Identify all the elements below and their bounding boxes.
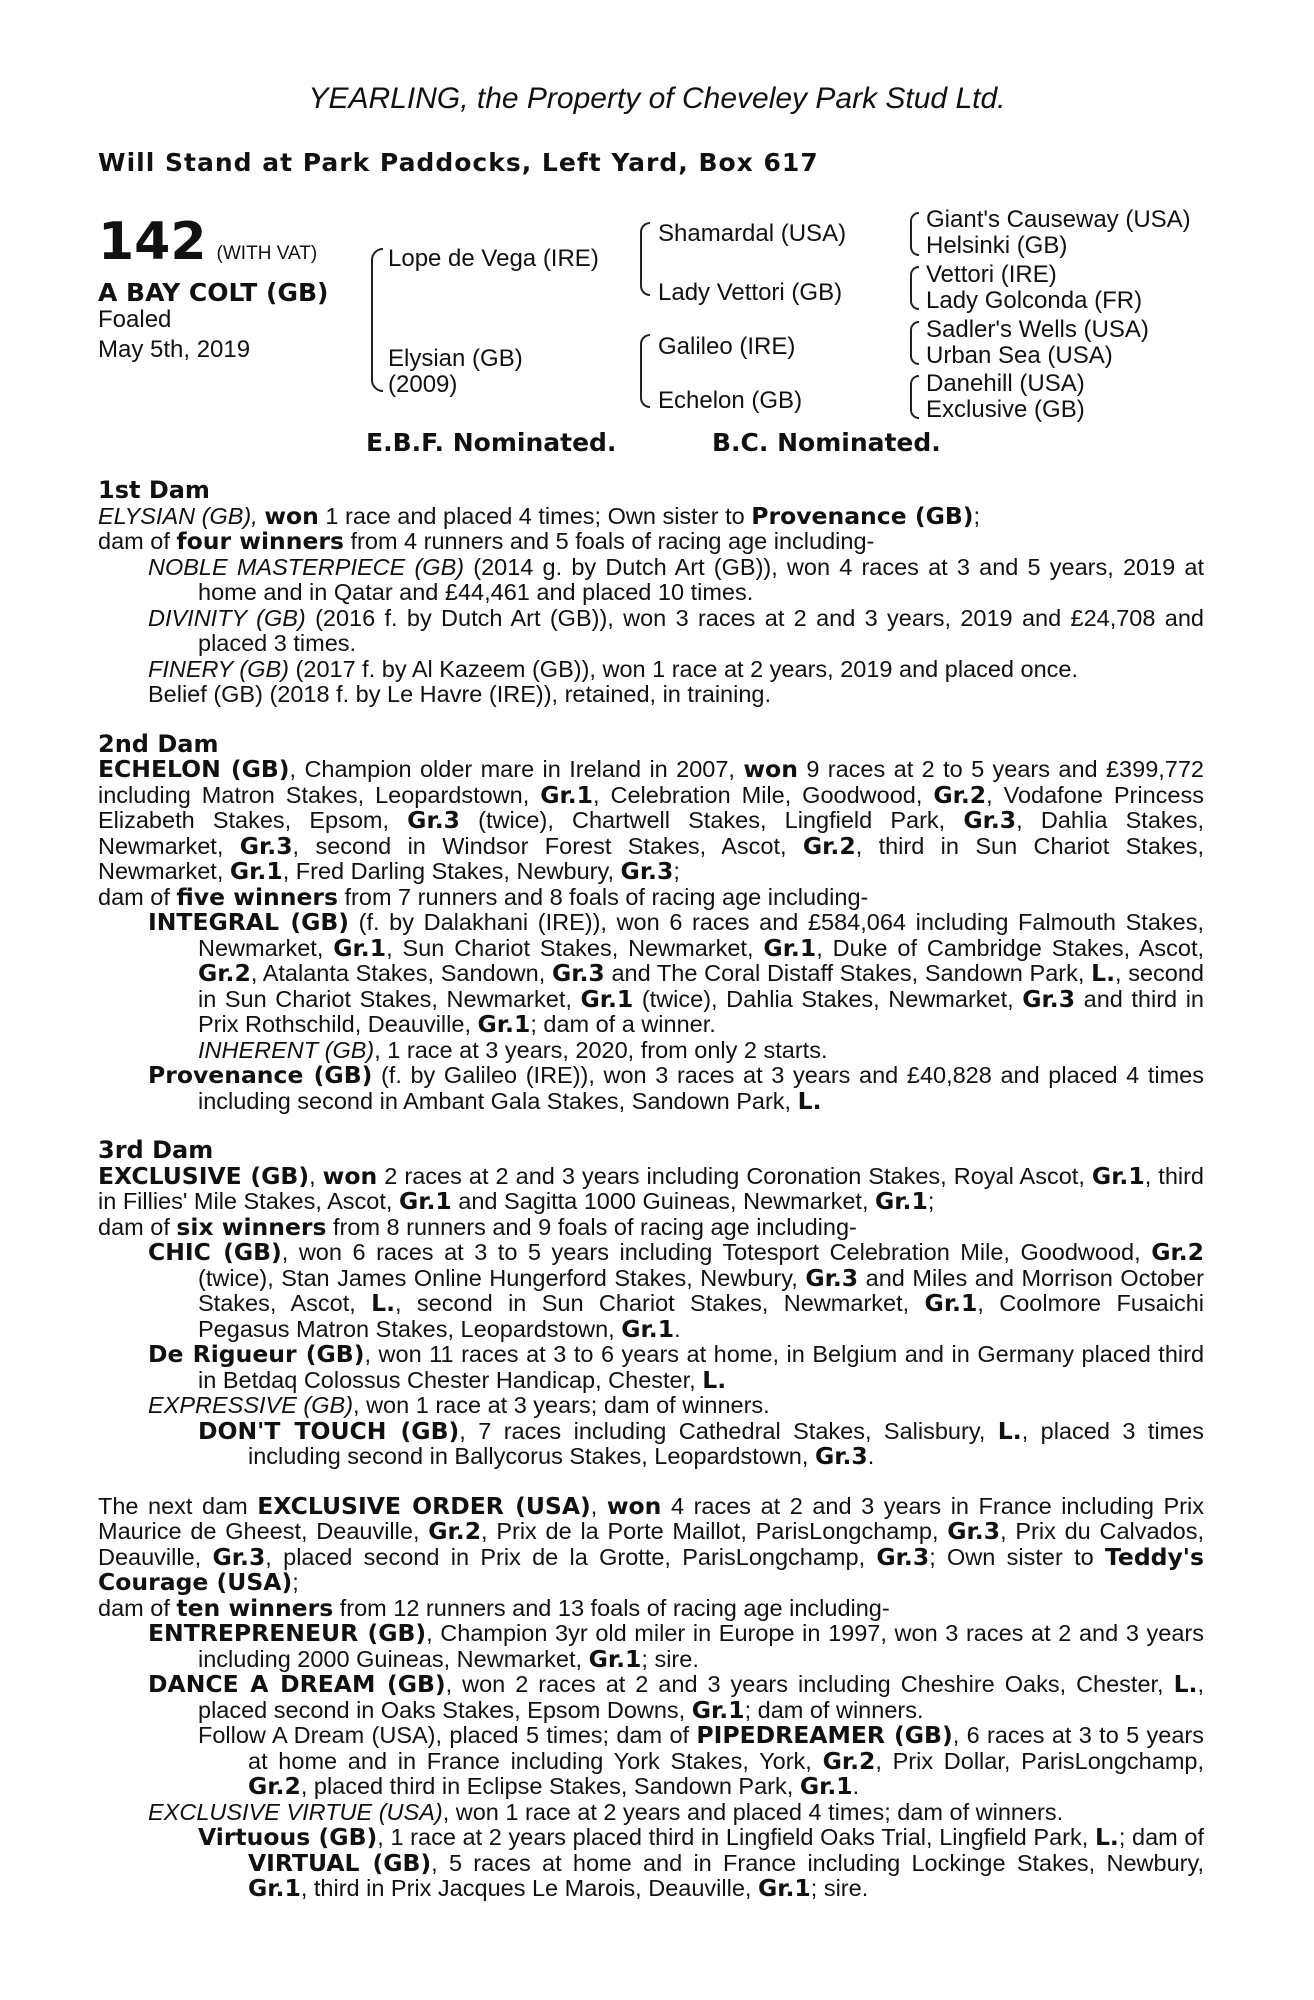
offspring-entry: Follow A Dream (USA), placed 5 times; dam of PIPEDREAMER (GB), 6 races at 3 to 5 years at home and in France including York Stakes, York, Gr.2, Prix Dollar, ParisLongchamp, Gr.2, placed third in Eclipse Stakes, Sandown Park, Gr.1. <box>198 1721 1204 1800</box>
ggp-2: Helsinki (GB) <box>926 232 1068 259</box>
pedigree-brace <box>910 321 919 365</box>
ggp-7: Danehill (USA) <box>926 370 1085 397</box>
first-dam-section <box>98 478 1204 708</box>
foaled-label: Foaled <box>98 306 172 333</box>
pedigree-brace <box>371 248 383 392</box>
ggp-6: Urban Sea (USA) <box>926 342 1113 369</box>
offspring-entry: Provenance (GB) (f. by Galileo (IRE)), won 3 races at 3 years and £40,828 and placed 4 times including second in Ambant Gala Stakes, Sandown Park, L. <box>148 1061 1204 1115</box>
offspring-entry: Belief (GB) (2018 f. by Le Havre (IRE)), retained, in training. <box>148 681 772 707</box>
produce-summary: dam of four winners from 4 runners and 5 foals of racing age including- <box>98 527 875 555</box>
ggp-3: Vettori (IRE) <box>926 261 1057 288</box>
ggp-1: Giant's Causeway (USA) <box>926 206 1191 233</box>
pedigree-brace <box>640 222 650 296</box>
offspring-entry: INHERENT (GB), 1 race at 3 years, 2020, from only 2 starts. <box>198 1036 828 1063</box>
offspring-entry: DANCE A DREAM (GB), won 2 races at 2 and 3 years including Cheshire Oaks, Chester, L., placed second in Oaks Stakes, Epsom Downs, Gr.1; dam of winners. <box>148 1670 1204 1724</box>
dam-summary: The next dam EXCLUSIVE ORDER (USA), won 4 races at 2 and 3 years in France including Prix Maurice de Gheest, Deauville, Gr.2, Prix de la Porte Maillot, ParisLongchamp, Gr.3, Prix du Calvados, Deauville, Gr.3, placed second in Prix de la Grotte, ParisLongchamp, Gr.3; Own sister to Teddy's Courage (USA); <box>98 1491 1204 1596</box>
produce-summary: dam of six winners from 8 runners and 9 foals of racing age including- <box>98 1212 857 1241</box>
offspring-entry: INTEGRAL (GB) (f. by Dalakhani (IRE)), won 6 races and £584,064 including Falmouth Stakes, Newmarket, Gr.1, Sun Chariot Stakes, Newmarket, Gr.1, Duke of Cambridge Stakes, Ascot, Gr.2, Atalanta Stakes, Sandown, Gr.3 and The Coral Distaff Stakes, Sandown Park, L., second in Sun Chariot Stakes, Newmarket, Gr.1 (twice), Dahlia Stakes, Newmarket, Gr.3 and third in Prix Rothschild, Deauville, Gr.1; dam of a winner. <box>148 908 1205 1038</box>
offspring-entry: CHIC (GB), won 6 races at 3 to 5 years including Totesport Celebration Mile, Goodwood, Gr.2 (twice), Stan James Online Hungerford Stakes, Newbury, Gr.3 and Miles and Morrison October Stakes, Ascot, L., second in Sun Chariot Stakes, Newmarket, Gr.1, Coolmore Fusaichi Pegasus Matron Stakes, Leopardstown, Gr.1. <box>148 1238 1204 1343</box>
lot-number: 142 <box>98 212 207 272</box>
offspring-entry: NOBLE MASTERPIECE (GB) (2014 g. by Dutch Art (GB)), won 4 races at 3 and 5 years, 2019 at home and in Qatar and £44,461 and placed 10 times. <box>148 553 1204 605</box>
offspring-entry: ENTREPRENEUR (GB), Champion 3yr old miler in Europe in 1997, won 3 races at 2 and 3 years including 2000 Guineas, Newmarket, Gr.1; sire. <box>148 1619 1204 1673</box>
pedigree-brace <box>910 212 919 256</box>
section-title: 3rd Dam <box>98 1136 214 1164</box>
dam-sire: Galileo (IRE) <box>658 333 796 360</box>
dam-summary: ECHELON (GB), Champion older mare in Ireland in 2007, won 9 races at 2 to 5 years and £399,772 including Matron Stakes, Leopardstown, Gr.1, Celebration Mile, Goodwood, Gr.2, Vodafone Princess Elizabeth Stakes, Epsom, Gr.3 (twice), Chartwell Stakes, Lingfield Park, Gr.3, Dahlia Stakes, Newmarket, Gr.3, second in Windsor Forest Stakes, Ascot, Gr.2, third in Sun Chariot Stakes, Newmarket, Gr.1, Fred Darling Stakes, Newbury, Gr.3; <box>98 755 1205 885</box>
dam-year: (2009) <box>388 371 458 398</box>
bc-nominated: B.C. Nominated. <box>712 428 941 457</box>
offspring-entry: DIVINITY (GB) (2016 f. by Dutch Art (GB)), won 3 races at 2 and 3 years, 2019 and £24,708 and placed 3 times. <box>148 604 1204 656</box>
ggp-4: Lady Golconda (FR) <box>926 287 1143 314</box>
ebf-nominated: E.B.F. Nominated. <box>366 428 617 457</box>
produce-summary: dam of five winners from 7 runners and 8 foals of racing age including- <box>98 882 869 911</box>
stand-location: Will Stand at Park Paddocks, Left Yard, Box 617 <box>98 148 819 177</box>
sire-sire: Shamardal (USA) <box>658 220 847 247</box>
section-title: 2nd Dam <box>98 729 219 758</box>
offspring-entry: Virtuous (GB), 1 race at 2 years placed third in Lingfield Oaks Trial, Lingfield Park, L.; dam of VIRTUAL (GB), 5 races at home and in France including Lockinge Stakes, Newbury, Gr.1, third in Prix Jacques Le Marois, Deauville, Gr.1; sire. <box>198 1823 1205 1902</box>
sire-dam: Lady Vettori (GB) <box>658 279 843 306</box>
dam-name: Elysian (GB) <box>388 345 523 372</box>
offspring-entry: DON'T TOUCH (GB), 7 races including Cathedral Stakes, Salisbury, L., placed 3 times including second in Ballycorus Stakes, Leopardstown, Gr.3. <box>198 1416 1204 1470</box>
section-title: 1st Dam <box>98 476 210 504</box>
foaled-date: May 5th, 2019 <box>98 336 251 363</box>
fourth-dam-section <box>98 1491 1205 1902</box>
offspring-entry: FINERY (GB) (2017 f. by Al Kazeem (GB)), won 1 race at 2 years, 2019 and placed once. <box>148 655 1079 682</box>
lot-description: A BAY COLT (GB) <box>98 278 329 307</box>
offspring-entry: EXPRESSIVE (GB), won 1 race at 3 years; dam of winners. <box>148 1392 770 1418</box>
ggp-5: Sadler's Wells (USA) <box>926 316 1149 343</box>
dam-summary: EXCLUSIVE (GB), won 2 races at 2 and 3 years including Coronation Stakes, Royal Ascot, Gr.1, third in Fillies' Mile Stakes, Ascot, Gr.1 and Sagitta 1000 Guineas, Newmarket, Gr.1; <box>98 1161 1205 1215</box>
dam-summary: ELYSIAN (GB), won 1 race and placed 4 times; Own sister to Provenance (GB); <box>98 501 981 530</box>
pedigree-brace <box>910 375 919 419</box>
vat-note: (WITH VAT) <box>216 243 318 264</box>
pedigree-brace <box>640 334 650 408</box>
third-dam-section <box>98 1138 1204 1470</box>
dam-dam: Echelon (GB) <box>658 387 803 414</box>
offspring-entry: De Rigueur (GB), won 11 races at 3 to 6 years at home, in Belgium and in Germany placed third in Betdaq Colossus Chester Handicap, Chester, L. <box>148 1340 1205 1394</box>
lot-block <box>98 212 317 272</box>
second-dam-section <box>98 729 1205 1115</box>
sire-name: Lope de Vega (IRE) <box>388 245 599 272</box>
pedigree-brace <box>910 266 919 310</box>
foaled-info <box>98 305 250 365</box>
ggp-8: Exclusive (GB) <box>926 396 1085 423</box>
page-title: YEARLING, the Property of Cheveley Park Stud Ltd. <box>308 82 1006 115</box>
produce-summary: dam of ten winners from 12 runners and 13 foals of racing age including- <box>98 1593 890 1622</box>
offspring-entry: EXCLUSIVE VIRTUE (USA), won 1 race at 2 years and placed 4 times; dam of winners. <box>148 1798 1064 1825</box>
catalogue-body <box>98 478 1204 1916</box>
